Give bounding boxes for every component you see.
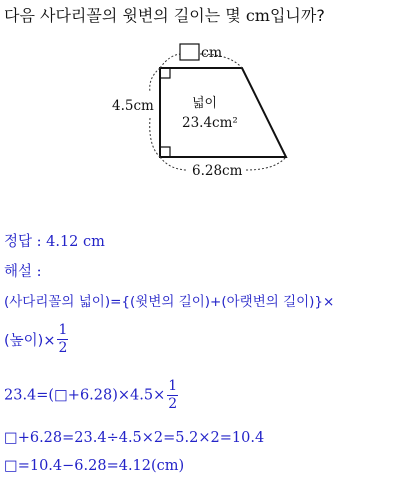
equation-line-2 — [4, 430, 264, 446]
fraction-denominator-2: 2 — [168, 396, 178, 412]
formula-line-1 — [4, 290, 334, 310]
explain-colon: : — [36, 264, 42, 280]
right-angle-top-mark — [160, 68, 170, 78]
right-angle-bottom-mark — [160, 147, 170, 157]
fraction-half-1 — [57, 322, 68, 357]
equation-line-1 — [4, 378, 180, 413]
area-title: 넓이 — [192, 96, 218, 111]
answer-value: 4.12 cm — [46, 234, 105, 250]
equation-3-box: □ — [4, 458, 18, 474]
formula-line-2 — [4, 322, 70, 357]
answer-line — [4, 230, 105, 251]
question-main: 다음 사다리꼴의 윗변의 길이는 몇 — [4, 6, 241, 25]
equation-3: =10.4−6.28=4.12(cm) — [17, 458, 185, 474]
fraction-denominator: 2 — [58, 340, 68, 356]
question-suffix: 입니까? — [269, 6, 325, 25]
height-label: 4.5cm — [112, 98, 154, 114]
explain-heading — [4, 260, 42, 281]
equation-line-3 — [4, 458, 184, 474]
fraction-half-2 — [167, 378, 178, 413]
bottom-label: 6.28cm — [192, 163, 243, 179]
answer-colon: : — [36, 234, 42, 250]
equation-1: 23.4=(□+6.28)×4.5× — [4, 387, 166, 404]
answer-label: 정답 — [4, 234, 33, 250]
fraction-numerator: 1 — [58, 322, 68, 338]
equation-2-box: □ — [4, 430, 18, 446]
equation-2: +6.28=23.4÷4.5×2=5.2×2=10.4 — [17, 430, 265, 446]
question-unit: cm — [245, 6, 270, 25]
trapezoid-shape — [160, 68, 286, 157]
top-unit-label: cm — [201, 45, 223, 61]
formula-1: (사다리꼴의 넓이)={(윗변의 길이)+(아랫변의 길이)}× — [4, 294, 335, 310]
formula-2: (높이)× — [4, 333, 56, 349]
fraction-numerator-2: 1 — [168, 378, 178, 394]
trapezoid-figure — [0, 0, 400, 200]
unknown-top-box — [180, 44, 199, 60]
area-value: 23.4cm² — [182, 115, 238, 131]
explain-label: 해설 — [4, 264, 33, 280]
